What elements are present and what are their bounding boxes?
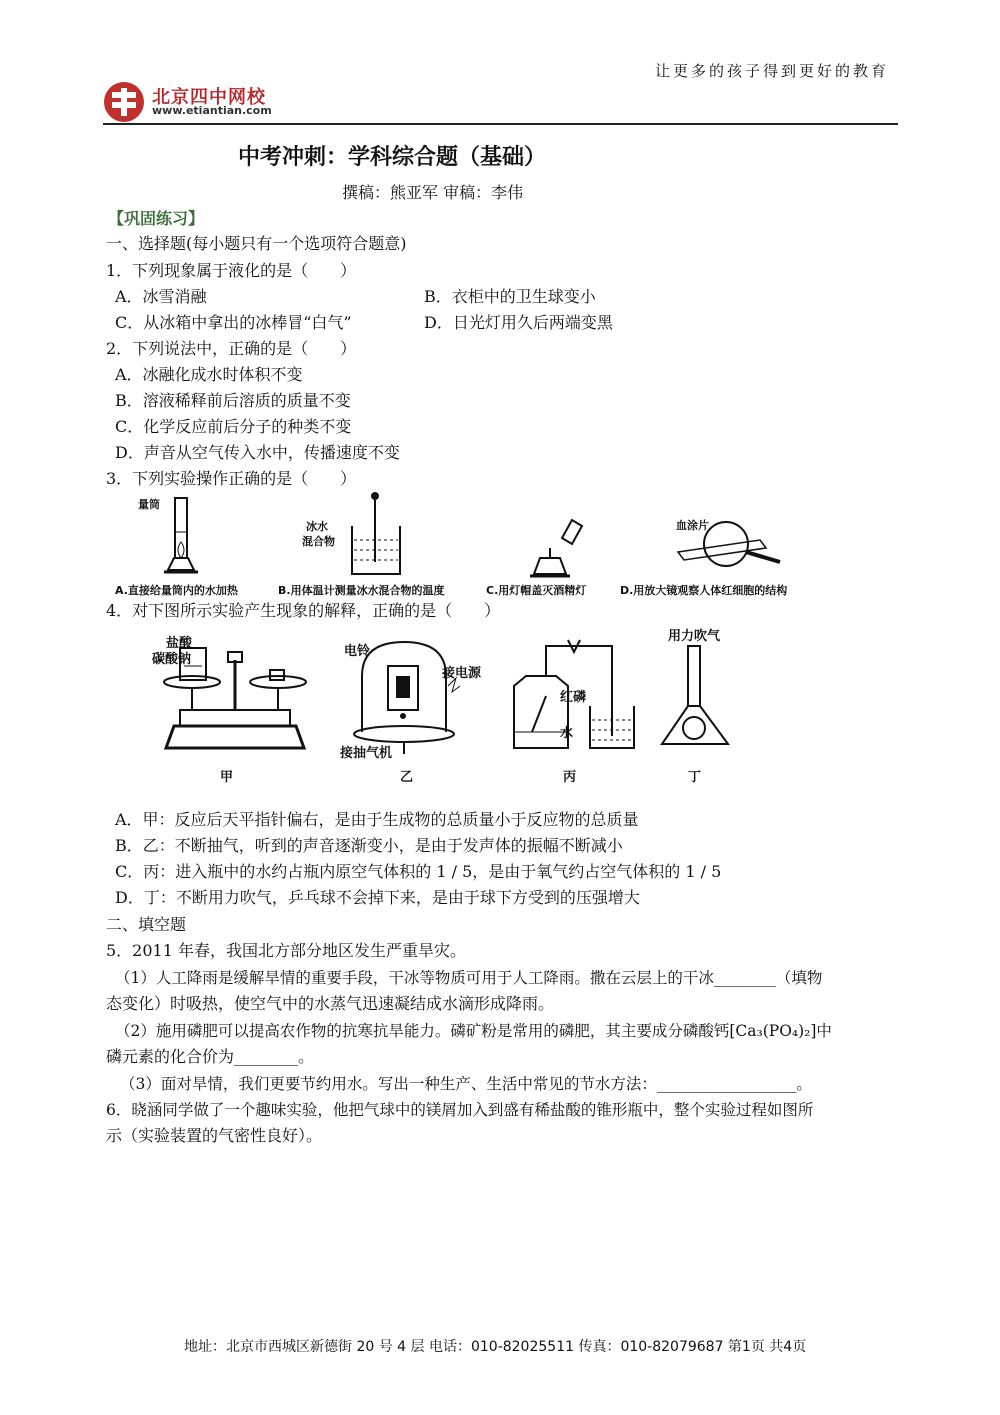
- q1-stem: 1．下列现象属于液化的是（ ）: [106, 261, 357, 280]
- q4-label-bell: 电铃: [344, 644, 371, 659]
- q3-stem: 3．下列实验操作正确的是（ ）: [106, 469, 357, 488]
- q2-option-b: B．溶液稀释前后溶质的质量不变: [115, 391, 351, 410]
- q4-figure-name-yi: 乙: [400, 770, 414, 785]
- q3-label-b1: 冰水: [306, 520, 328, 533]
- q5-stem: 5．2011 年春，我国北方部分地区发生严重旱灾。: [106, 941, 466, 960]
- q4-label-pump: 接抽气机: [340, 746, 393, 761]
- q3-figure-c: [520, 510, 590, 582]
- q4-label-water: 水: [560, 726, 574, 741]
- q4-option-a: A．甲：反应后天平指针偏右，是由于生成物的总质量小于反应物的总质量: [115, 810, 639, 829]
- page-title: 中考冲刺：学科综合题（基础）: [238, 145, 547, 170]
- q4-figure-ding: [650, 640, 740, 750]
- part2-heading: 二、填空题: [106, 915, 187, 934]
- logo-url: www.etiantian.com: [152, 104, 272, 117]
- q3-caption-c: C.用灯帽盖灭酒精灯: [486, 584, 587, 597]
- q4-label-sodium-carbonate: 碳酸钠: [152, 652, 192, 667]
- q5-part2-line2: 磷元素的化合价为________。: [106, 1047, 315, 1066]
- footer-address: 地址：北京市西城区新德街 20 号 4 层 电话：010-82025511 传真：010-82079687 第1页 共4页: [184, 1339, 807, 1355]
- q5-part1-line1: （1）人工降雨是缓解旱情的重要手段，干冰等物质可用于人工降雨。撒在云层上的干冰________（填物: [115, 969, 823, 987]
- q5-part2-line1: （2）施用磷肥可以提高农作物的抗寒抗旱能力。磷矿粉是常用的磷肥，其主要成分磷酸钙[Ca₃(PO₄)₂]中: [115, 1022, 832, 1040]
- authors: 撰稿：熊亚军 审稿：李伟: [342, 183, 524, 202]
- q1-option-d: D．日光灯用久后两端变黑: [424, 313, 613, 332]
- q3-caption-a: A.直接给量筒内的水加热: [115, 584, 238, 597]
- q3-caption-b: B.用体温计测量冰水混合物的温度: [278, 584, 445, 597]
- q4-figure-name-bing: 丙: [563, 770, 577, 785]
- q6-line2: 示（实验装置的气密性良好）。: [106, 1126, 323, 1145]
- q6-line1: 6．晓涵同学做了一个趣味实验，他把气球中的镁屑加入到盛有稀盐酸的锥形瓶中，整个实验过程如图所: [106, 1101, 814, 1119]
- q2-option-c: C．化学反应前后分子的种类不变: [115, 417, 352, 436]
- logo-text: 北京四中网校: [152, 87, 266, 108]
- header-slogan: 让更多的孩子得到更好的教育: [655, 62, 890, 80]
- q4-label-red-phosphorus: 红磷: [560, 690, 587, 705]
- q2-option-d: D．声音从空气传入水中，传播速度不变: [115, 443, 400, 462]
- q3-label-d: 血涂片: [676, 519, 709, 532]
- q4-stem: 4．对下图所示实验产生现象的解释，正确的是（ ）: [106, 601, 501, 620]
- q1-option-c: C．从冰箱中拿出的冰棒冒“白气”: [115, 313, 352, 332]
- q5-part3: （3）面对旱情，我们更要节约用水。写出一种生产、生活中常见的节水方法：__________________。: [120, 1075, 812, 1093]
- q4-label-hydrochloric-acid: 盐酸: [166, 636, 193, 651]
- header-rule: [103, 123, 898, 125]
- q3-caption-d: D.用放大镜观察人体红细胞的结构: [620, 584, 788, 597]
- q1-option-b: B．衣柜中的卫生球变小: [424, 287, 596, 306]
- q4-label-blow: 用力吹气: [668, 629, 721, 644]
- q1-option-a: A．冰雪消融: [115, 287, 207, 306]
- q4-option-c: C．丙：进入瓶中的水约占瓶内原空气体积的 1 / 5，是由于氧气约占空气体积的 1 / 5: [115, 862, 722, 881]
- part1-heading: 一、选择题(每小题只有一个选项符合题意): [106, 234, 407, 253]
- section-heading: 【巩固练习】: [108, 209, 205, 228]
- q4-option-b: B．乙：不断抽气，听到的声音逐渐变小，是由于发声体的振幅不断减小: [115, 836, 623, 855]
- q4-label-power: 接电源: [442, 666, 482, 681]
- q2-stem: 2．下列说法中，正确的是（ ）: [106, 339, 357, 358]
- q2-option-a: A．冰融化成水时体积不变: [115, 365, 303, 384]
- q4-figure-name-ding: 丁: [688, 770, 702, 785]
- q4-option-d: D．丁：不断用力吹气，乒乓球不会掉下来，是由于球下方受到的压强增大: [115, 888, 640, 907]
- q3-label-b2: 混合物: [302, 535, 335, 548]
- q5-part1-line2: 态变化）时吸热，使空气中的水蒸气迅速凝结成水滴形成降雨。: [106, 994, 555, 1013]
- q3-label-a: 量筒: [138, 498, 160, 511]
- q4-figure-name-jia: 甲: [220, 770, 234, 785]
